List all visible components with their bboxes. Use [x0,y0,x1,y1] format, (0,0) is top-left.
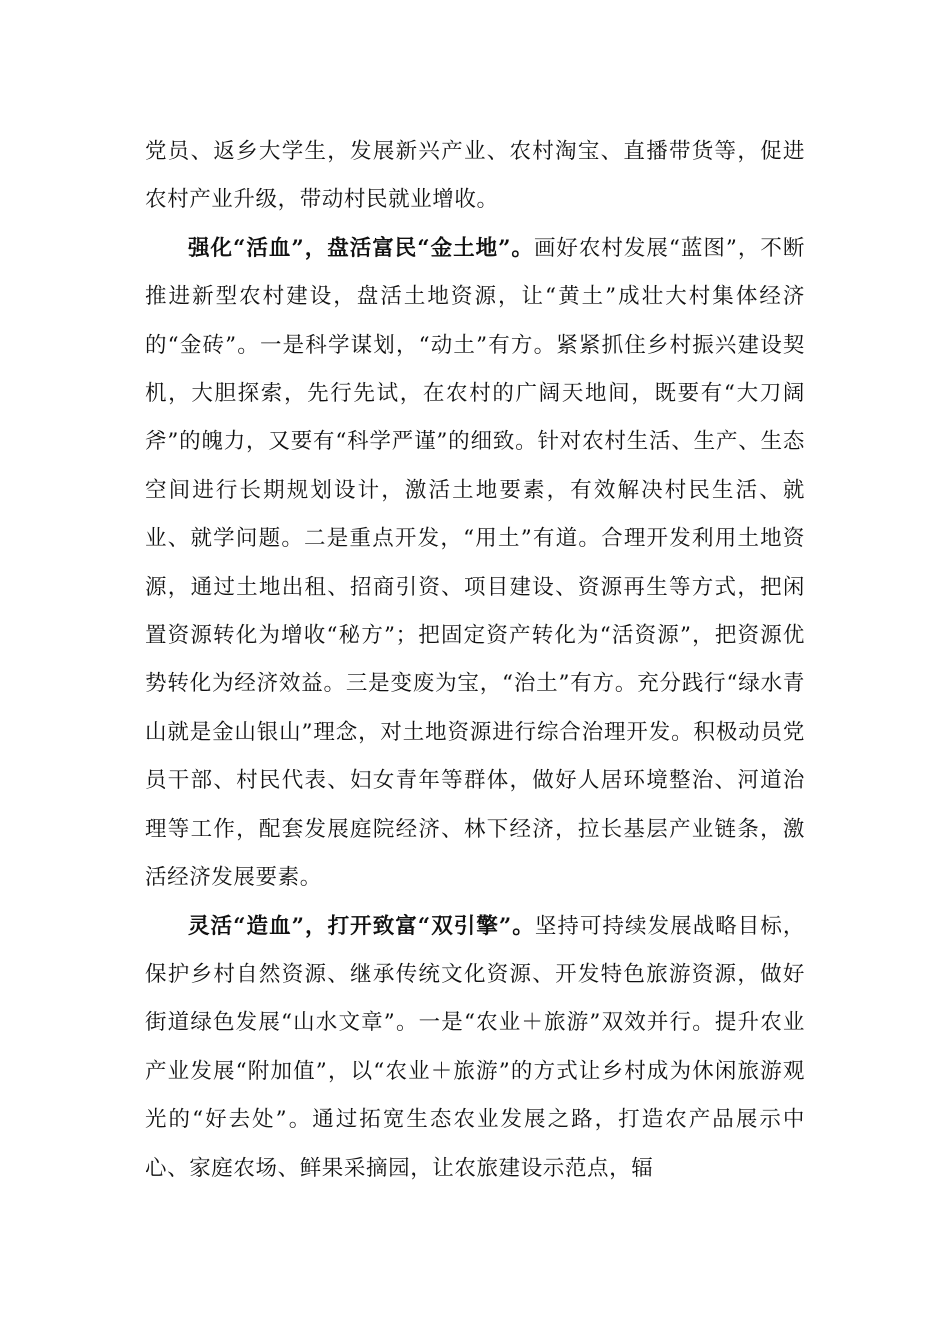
paragraph-heading: 强化“活血”，盘活富民“金土地”。 [188,235,534,261]
paragraph-body: 党员、返乡大学生，发展新兴产业、农村淘宝、直播带货等，促进农村产业升级，带动村民就业增收。 [145,139,805,213]
paragraph-dual-engine [145,903,805,1193]
document-body [145,128,805,1193]
paragraph-body: 坚持可持续发展战略目标，保护乡村自然资源、继承传统文化资源、开发特色旅游资源，做好街道绿色发展“山水文章”。一是“农业＋旅游”双效并行。提升农业产业发展“附加值”，以“农业＋旅游”的方式让乡村成为休闲旅游观光的“好去处”。通过拓宽生态农业发展之路，打造农产品展示中心、家庭农场、鲜果采摘园，让农旅建设示范点，辐 [145,913,806,1181]
paragraph-land-revitalization [145,225,805,903]
paragraph-heading: 灵活“造血”，打开致富“双引擎”。 [188,913,535,939]
paragraph-body: 画好农村发展“蓝图”，不断推进新型农村建设，盘活土地资源，让“黄土”成壮大村集体经济的“金砖”。一是科学谋划，“动土”有方。紧紧抓住乡村振兴建设契机，大胆探索，先行先试，在农村的广阔天地间，既要有“大刀阔斧”的魄力，又要有“科学严谨”的细致。针对农村生活、生产、生态空间进行长期规划设计，激活土地要素，有效解决村民生活、就业、就学问题。二是重点开发，“用土”有道。合理开发利用土地资源，通过土地出租、招商引资、项目建设、资源再生等方式，把闲置资源转化为增收“秘方”；把固定资产转化为“活资源”，把资源优势转化为经济效益。三是变废为宝，“治土”有方。充分践行“绿水青山就是金山银山”理念，对土地资源进行综合治理开发。积极动员党员干部、村民代表、妇女青年等群体，做好人居环境整治、河道治理等工作，配套发展庭院经济、林下经济，拉长基层产业链条，激活经济发展要素。 [145,235,805,891]
paragraph-continuation [145,128,805,225]
